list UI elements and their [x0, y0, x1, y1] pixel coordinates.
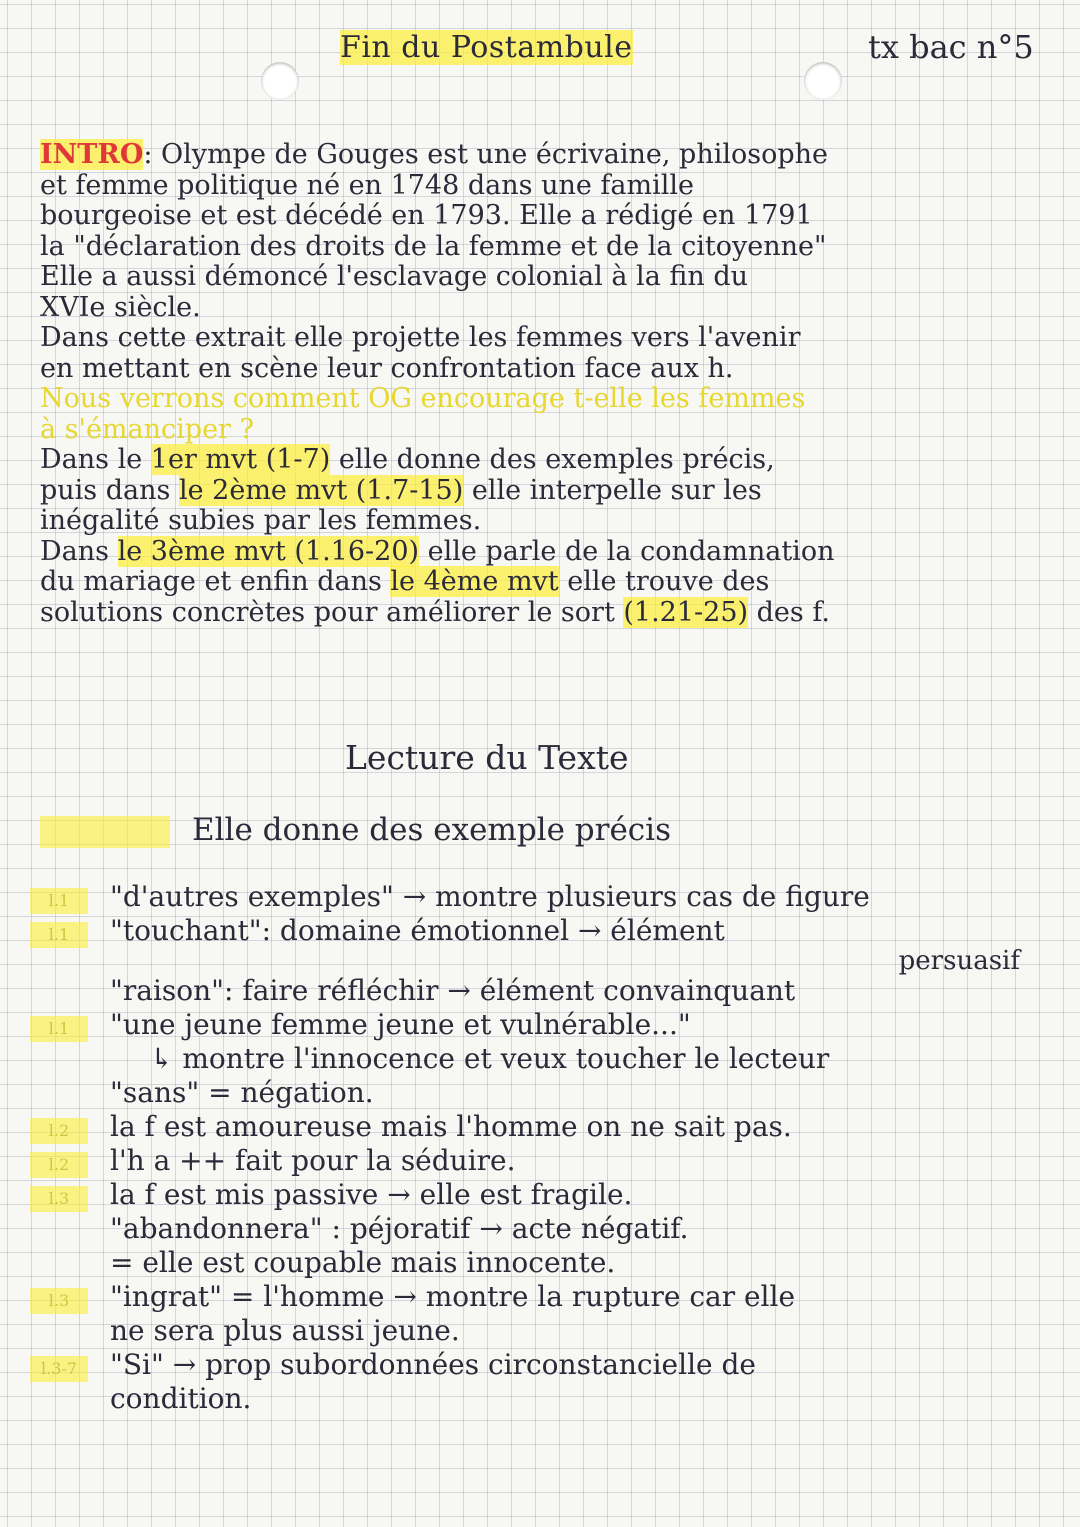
page-title — [340, 30, 633, 65]
line-ref-tag: l.3 — [30, 1186, 88, 1212]
line-ref-tag: l.1 — [30, 1016, 88, 1042]
note-row — [30, 1042, 1060, 1076]
line-ref-tag: l.1 — [30, 922, 88, 948]
note-row — [30, 914, 1060, 948]
note-row — [30, 1178, 1060, 1212]
intro-line: Elle a aussi démoncé l'esclavage colonial à la fin du — [40, 261, 749, 292]
plan-line — [40, 567, 1040, 598]
plan-line: inégalité subies par les femmes. — [40, 505, 482, 536]
plan-movement: le 2ème mvt (1.7-15) — [178, 474, 464, 506]
note-row — [30, 1008, 1060, 1042]
plan-text: elle donne des exemples précis, — [330, 444, 775, 475]
note-text: "ingrat" = l'homme → montre la rupture car elle — [110, 1280, 796, 1313]
note-row — [30, 1246, 1060, 1280]
problem-question: Nous verrons comment OG encourage t-elle les femmes — [40, 383, 806, 414]
analysis-notes — [30, 880, 1060, 1416]
page-title-text: Fin du Postambule — [340, 30, 633, 65]
text-reference: tx bac n°5 — [868, 28, 1034, 66]
plan-text: solutions concrètes pour améliorer le sort — [40, 596, 624, 628]
note-text: "d'autres exemples" → montre plusieurs cas de figure — [110, 880, 870, 913]
note-row — [30, 1144, 1060, 1178]
note-text: ne sera plus aussi jeune. — [110, 1314, 460, 1347]
movement-heading — [40, 812, 671, 848]
line-ref-tag: l.1 — [30, 888, 88, 914]
plan-text: Dans le — [40, 444, 151, 475]
note-row — [30, 1280, 1060, 1314]
intro-label: INTRO — [40, 139, 144, 170]
plan-movement: le 4ème mvt — [390, 566, 559, 597]
note-row — [30, 1212, 1060, 1246]
plan-movement: le 3ème mvt (1.16-20) — [117, 535, 420, 567]
note-row — [30, 1076, 1060, 1110]
plan-movement: 1er mvt (1-7) — [150, 444, 331, 475]
note-row — [30, 1110, 1060, 1144]
plan-line — [40, 598, 1040, 629]
intro-line: bourgeoise et est décédé en 1793. Elle a rédigé en 1791 — [40, 200, 813, 231]
plan-line — [40, 537, 1040, 568]
note-text: condition. — [110, 1382, 252, 1415]
movement-label: Elle donne des exemple précis — [192, 812, 671, 848]
plan-text: puis dans — [40, 474, 179, 506]
intro-line: Dans cette extrait elle projette les femmes vers l'avenir — [40, 322, 801, 353]
note-text: = elle est coupable mais innocente. — [110, 1246, 616, 1279]
plan-text: du mariage et enfin dans — [40, 566, 391, 597]
note-text: la f est amoureuse mais l'homme on ne sait pas. — [110, 1110, 792, 1143]
note-text: persuasif — [898, 946, 1020, 976]
plan-line — [40, 476, 1040, 507]
note-text: la f est mis passive → elle est fragile. — [110, 1178, 633, 1211]
intro-line: en mettant en scène leur confrontation face aux h. — [40, 352, 734, 384]
problem-question: à s'émanciper ? — [40, 413, 255, 445]
line-ref-tag: l.2 — [30, 1152, 88, 1178]
plan-text: elle trouve des — [558, 566, 770, 597]
line-ref-tag: l.3-7 — [30, 1356, 88, 1382]
movement-tag — [40, 816, 170, 848]
plan-text: elle parle de la condamnation — [419, 535, 835, 567]
note-row — [30, 1382, 1060, 1416]
section-title: Lecture du Texte — [345, 738, 629, 777]
note-text: l'h a ++ fait pour la séduire. — [110, 1144, 516, 1177]
intro-line: XVIe siècle. — [40, 291, 201, 323]
plan-line — [40, 445, 1040, 476]
plan-text: elle interpelle sur les — [463, 474, 762, 506]
intro-line — [40, 140, 1040, 171]
note-text: "abandonnera" : péjoratif → acte négatif. — [110, 1212, 689, 1245]
note-row — [30, 1348, 1060, 1382]
note-text: "sans" = négation. — [110, 1076, 374, 1109]
note-text: "touchant": domaine émotionnel → élément — [110, 914, 725, 947]
intro-block — [40, 140, 1040, 628]
note-row — [30, 948, 1060, 974]
plan-text: des f. — [748, 596, 830, 628]
note-text: "une jeune femme jeune et vulnérable..." — [110, 1008, 691, 1041]
line-ref-tag: l.3 — [30, 1288, 88, 1314]
intro-text: : Olympe de Gouges est une écrivaine, philosophe — [143, 139, 828, 170]
note-text: "raison": faire réfléchir → élément convainquant — [110, 974, 796, 1007]
line-ref-tag: l.2 — [30, 1118, 88, 1144]
note-text: "Si" → prop subordonnées circonstancielle de — [110, 1348, 756, 1381]
note-row — [30, 974, 1060, 1008]
intro-line: et femme politique né en 1748 dans une famille — [40, 169, 694, 201]
plan-text: Dans — [40, 535, 118, 567]
punch-hole-right — [804, 62, 842, 100]
intro-line: la "déclaration des droits de la femme et de la citoyenne" — [40, 230, 827, 262]
punch-hole-left — [261, 62, 299, 100]
note-text: ↳ montre l'innocence et veux toucher le lecteur — [150, 1042, 830, 1075]
note-row — [30, 880, 1060, 914]
note-row — [30, 1314, 1060, 1348]
plan-movement: (1.21-25) — [623, 596, 749, 628]
